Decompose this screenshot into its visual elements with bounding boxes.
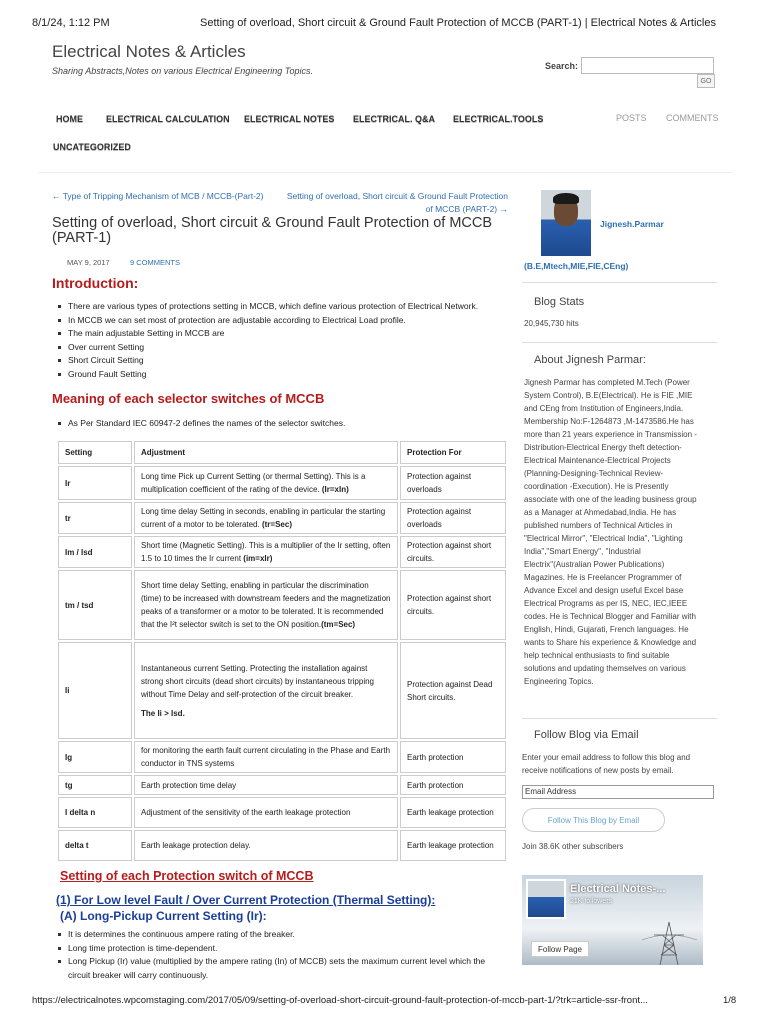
about-line: codes. He is Technical Blogger and Familiar with xyxy=(524,612,696,621)
selector-heading: Meaning of each selector switches of MCCB xyxy=(52,391,325,406)
adjustment-cell xyxy=(134,466,398,500)
setting-cell: I delta n xyxy=(58,797,132,828)
nav-home[interactable]: HOME xyxy=(56,114,83,124)
about-heading: About Jignesh Parmar: xyxy=(534,354,646,366)
about-line: India","Smart Energy", "Industrial xyxy=(524,547,641,556)
about-line: Engineering Topics. xyxy=(524,677,594,686)
setting-cell: delta t xyxy=(58,830,132,861)
sidebar-divider xyxy=(522,342,717,343)
search-go-button[interactable]: GO xyxy=(697,74,715,88)
setting-cell: Im / Isd xyxy=(58,536,132,568)
table-header-row xyxy=(58,441,506,464)
author-hair xyxy=(553,193,579,204)
table-row xyxy=(58,642,506,739)
about-line: Electrical Programs as per IS, NEC, IEC,IEEE xyxy=(524,599,688,608)
adjustment-formula: (tr=Sec) xyxy=(261,520,292,529)
facebook-page-widget[interactable] xyxy=(522,875,703,965)
protection-heading: Setting of each Protection switch of MCCB xyxy=(60,869,314,883)
adjustment-cell: Earth leakage protection delay. xyxy=(134,830,398,861)
about-line: solutions and updating themselves on various xyxy=(524,664,686,673)
list-item: There are various types of protections setting in MCCB, which define various protection of Electrical Network. xyxy=(54,300,509,314)
adjustment-cell: Adjustment of the sensitivity of the earth leakage protection xyxy=(134,797,398,828)
list-item: Long Pickup (Ir) value (multiplied by the ampere rating (In) of MCCB) sets the maximum current level which the xyxy=(54,955,514,969)
site-title[interactable]: Electrical Notes & Articles xyxy=(52,42,246,61)
facebook-follower-count: 21K followers xyxy=(570,898,613,905)
nav-electrical-calculation[interactable]: ELECTRICAL CALCULATION xyxy=(106,114,230,124)
setting-cell: tm / tsd xyxy=(58,570,132,640)
next-post-link-line1: Setting of overload, Short circuit & Ground Fault Protection xyxy=(286,191,508,201)
about-line: Membership No:F-1264873 ,M-1473586.He has xyxy=(524,417,694,426)
about-line: help technical enthusiasts to find suitable xyxy=(524,651,670,660)
follow-text xyxy=(522,751,722,777)
about-text xyxy=(524,376,724,688)
list-item: It is determines the continuous ampere rating of the breaker. xyxy=(54,928,514,942)
next-post-link-line2: of MCCB (PART-2) → xyxy=(425,204,508,214)
author-degrees: (B.E,Mtech,MIE,FIE,CEng) xyxy=(524,261,629,271)
about-line: "Electrical Mirror", "Electrical India", "Lighting xyxy=(524,534,683,543)
post-title xyxy=(52,216,507,246)
selector-switch-table xyxy=(56,439,508,863)
list-item: The main adjustable Setting in MCCB are xyxy=(54,327,509,341)
protection-cell: Protection against overloads xyxy=(400,502,506,534)
nav-uncategorized[interactable]: UNCATEGORIZED xyxy=(53,142,131,152)
setting-cell: tg xyxy=(58,775,132,795)
print-url: https://electricalnotes.wpcomstaging.com/2017/05/09/setting-of-overload-short-circuit-ground-fault-protection-of-mccb-part-1/?trk=article-ssr-front... xyxy=(32,995,648,1006)
about-line: associate with one of the leading business group xyxy=(524,495,697,504)
table-row xyxy=(58,570,506,640)
about-line: (Planning-Designing-Technical Review- xyxy=(524,469,664,478)
adjustment-formula: (im=xIr) xyxy=(243,554,273,563)
table-header-cell: Protection For xyxy=(400,441,506,464)
subscriber-count: Join 38.6K other subscribers xyxy=(522,842,624,851)
protection-cell: Protection against overloads xyxy=(400,466,506,500)
setting-cell: Ig xyxy=(58,741,132,773)
table-row xyxy=(58,536,506,568)
table-header-cell: Adjustment xyxy=(134,441,398,464)
post-comments-link[interactable]: 9 COMMENTS xyxy=(130,258,181,267)
intro-heading: Introduction: xyxy=(52,275,139,291)
nav-electrical-notes[interactable]: ELECTRICAL NOTES xyxy=(244,114,335,124)
sidebar-divider xyxy=(522,282,717,283)
protection-cell: Earth leakage protection xyxy=(400,797,506,828)
nav-electrical-tools[interactable]: ELECTRICAL.TOOLS xyxy=(453,114,544,124)
protection-cell: Earth leakage protection xyxy=(400,830,506,861)
author-avatar[interactable] xyxy=(541,190,591,256)
table-header-cell: Setting xyxy=(58,441,132,464)
adjustment-cell xyxy=(134,642,398,739)
list-item-continuation: circuit breaker will carry continuously. xyxy=(68,969,209,980)
follow-text-line: Enter your email address to follow this blog and xyxy=(522,753,691,762)
transmission-tower-icon xyxy=(642,920,697,965)
adjustment-cell xyxy=(134,570,398,640)
nav-comments-feed[interactable]: COMMENTS xyxy=(666,113,719,123)
follow-text-line: receive notifications of new posts by email. xyxy=(522,766,674,775)
follow-heading: Follow Blog via Email xyxy=(534,729,639,741)
adjustment-cell xyxy=(134,502,398,534)
print-page-number: 1/8 xyxy=(723,995,737,1006)
facebook-page-name[interactable]: Electrical Notes-... xyxy=(570,883,666,895)
low-level-fault-heading: (1) For Low level Fault / Over Current Protection (Thermal Setting): xyxy=(56,893,436,907)
adjustment-cell xyxy=(134,536,398,568)
about-line: Distribution-Electrical Energy theft detection- xyxy=(524,443,682,452)
adjustment-text: Instantaneous current Setting. Protecting the installation against strong short circuits (dead short circuits) by instantaneous tripping without Time Delay and self-protection of the circuit breaker. xyxy=(141,663,374,699)
adjustment-text: Long time delay Setting in seconds, enabling in particular the starting current of a motor to be tolerated. xyxy=(141,507,386,529)
list-item: Over current Setting xyxy=(54,341,509,355)
about-line: Electrix"(Australian Power Publications) xyxy=(524,560,665,569)
site-tagline: Sharing Abstracts,Notes on various Electrical Engineering Topics. xyxy=(52,66,313,76)
protection-cell: Protection against Dead Short circuits. xyxy=(400,642,506,739)
about-line: more than 21 years experience in Transmission - xyxy=(524,430,697,439)
about-line: wants to Share his experience & Knowledge and xyxy=(524,638,697,647)
prev-post-link[interactable]: ← Type of Tripping Mechanism of MCB / MCCB-(Part-2) xyxy=(52,191,264,201)
follow-blog-button[interactable]: Follow This Blog by Email xyxy=(522,808,665,832)
about-line: Electrical Maintenance-Electrical Projects xyxy=(524,456,671,465)
about-line: and CEng from Institution of Engineers,India. xyxy=(524,404,684,413)
adjustment-text: Short time (Magnetic Setting). This is a multiplier of the Ir setting, often 1.5 to 10 times the Ir current xyxy=(141,541,391,563)
blog-hits: 20,945,730 hits xyxy=(524,319,579,328)
about-line: Jignesh Parmar has completed M.Tech (Power xyxy=(524,378,690,387)
list-item: Long time protection is time-dependent. xyxy=(54,942,514,956)
list-item: In MCCB we can set most of protection are adjustable according to Electrical Load profile. xyxy=(54,314,509,328)
nav-electrical-qa[interactable]: ELECTRICAL. Q&A xyxy=(353,114,435,124)
table-row xyxy=(58,741,506,773)
long-pickup-list xyxy=(54,928,514,982)
sidebar-divider xyxy=(522,718,717,719)
table-row xyxy=(58,775,506,795)
long-pickup-heading: (A) Long-Pickup Current Setting (Ir): xyxy=(60,909,267,923)
list-item: Ground Fault Setting xyxy=(54,368,509,382)
blog-stats-heading: Blog Stats xyxy=(534,296,585,308)
facebook-follow-button[interactable]: Follow Page xyxy=(531,941,589,957)
adjustment-formula: The Ii > Isd. xyxy=(141,708,185,718)
setting-cell: Ir xyxy=(58,466,132,500)
adjustment-cell: Earth protection time delay xyxy=(134,775,398,795)
print-page-title: Setting of overload, Short circuit & Ground Fault Protection of MCCB (PART-1) | Electrical Notes & Articles xyxy=(200,17,716,29)
protection-cell: Earth protection xyxy=(400,775,506,795)
list-item: As Per Standard IEC 60947-2 defines the names of the selector switches. xyxy=(54,417,509,431)
intro-list xyxy=(54,300,509,381)
nav-posts-feed[interactable]: POSTS xyxy=(616,113,647,123)
adjustment-formula: (tm=Sec) xyxy=(321,620,356,629)
next-post-link[interactable] xyxy=(283,190,508,216)
about-line: Magazines. He is Freelancer Programmer of xyxy=(524,573,682,582)
print-datetime: 8/1/24, 1:12 PM xyxy=(32,17,110,29)
setting-cell: Ii xyxy=(58,642,132,739)
about-line: Advance Excel and design useful Excel base xyxy=(524,586,684,595)
selector-list xyxy=(54,417,509,431)
table-row xyxy=(58,797,506,828)
table-row xyxy=(58,830,506,861)
protection-cell: Earth protection xyxy=(400,741,506,773)
post-date[interactable]: MAY 9, 2017 xyxy=(67,258,110,267)
adjustment-text: Long time Pick up Current Setting (or thermal Setting). This is a multiplication coefficient of the rating of the device. xyxy=(141,472,366,494)
post-title-line1: Setting of overload, Short circuit & Ground Fault Protection of MCCB xyxy=(52,215,493,231)
about-line: English, Hindi, Gujarati, French languages. He xyxy=(524,625,689,634)
search-label: Search: xyxy=(545,61,579,71)
about-line: published numbers of Technical Articles in xyxy=(524,521,673,530)
about-line: System Control), B.E(Electrical). He is FIE ,MIE xyxy=(524,391,693,400)
about-line: coordination -Execution). He is Presently xyxy=(524,482,669,491)
table-row xyxy=(58,466,506,500)
setting-cell: tr xyxy=(58,502,132,534)
adjustment-cell: for monitoring the earth fault current circulating in the Phase and Earth conductor in TNS systems xyxy=(134,741,398,773)
about-line: as a Manager at Ahmedabad,India. He has xyxy=(524,508,677,517)
adjustment-formula: (Ir=xIn) xyxy=(321,485,349,494)
table-row xyxy=(58,502,506,534)
list-item: Short Circuit Setting xyxy=(54,354,509,368)
adjustment-text: Short time delay Setting, enabling in particular the discrimination (time) to be increased with downstream feeders and the magnetization peaks of a transformer or a motor to be tolerated. It is recommended that the I²t selector switch is set to the ON position. xyxy=(141,581,391,629)
post-title-line2: (PART-1) xyxy=(52,230,112,246)
search-input[interactable] xyxy=(581,57,714,74)
protection-cell: Protection against short circuits. xyxy=(400,536,506,568)
protection-cell: Protection against short circuits. xyxy=(400,570,506,640)
content-divider xyxy=(38,172,732,173)
facebook-page-avatar xyxy=(526,879,566,919)
email-field[interactable]: Email Address xyxy=(522,785,714,799)
author-name-link[interactable]: Jignesh.Parmar xyxy=(600,219,664,229)
